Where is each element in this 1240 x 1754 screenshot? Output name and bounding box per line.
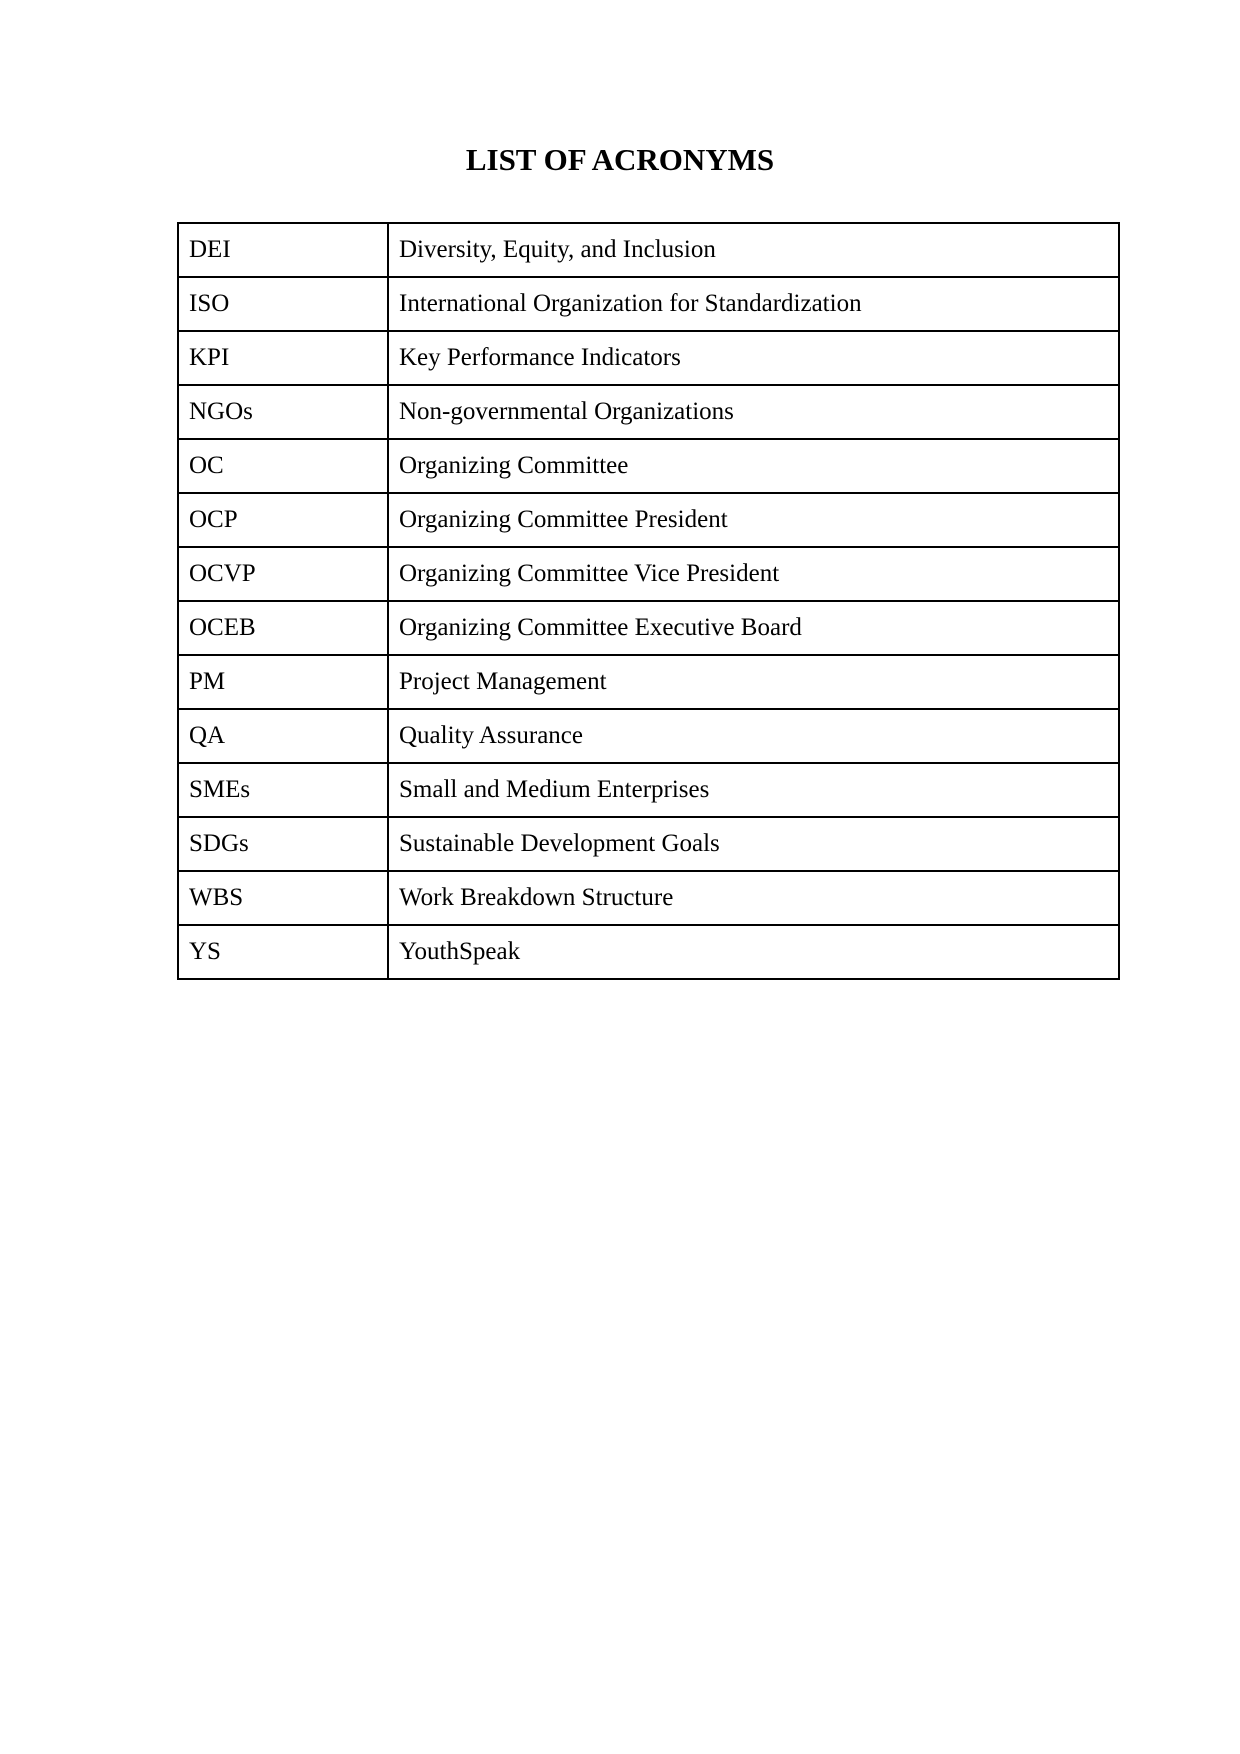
table-row xyxy=(178,277,1119,331)
table-row xyxy=(178,601,1119,655)
definition-cell: Work Breakdown Structure xyxy=(388,871,1119,925)
acronym-cell: QA xyxy=(178,709,388,763)
acronym-cell: NGOs xyxy=(178,385,388,439)
acronym-cell: DEI xyxy=(178,223,388,277)
table-row xyxy=(178,331,1119,385)
definition-cell: Organizing Committee Vice President xyxy=(388,547,1119,601)
definition-cell: International Organization for Standardization xyxy=(388,277,1119,331)
table-row xyxy=(178,817,1119,871)
acronym-cell: WBS xyxy=(178,871,388,925)
table-row xyxy=(178,925,1119,979)
acronym-table xyxy=(177,222,1120,980)
definition-cell: Small and Medium Enterprises xyxy=(388,763,1119,817)
acronym-cell: ISO xyxy=(178,277,388,331)
acronym-cell: OCVP xyxy=(178,547,388,601)
definition-cell: Key Performance Indicators xyxy=(388,331,1119,385)
table-row xyxy=(178,655,1119,709)
definition-cell: Project Management xyxy=(388,655,1119,709)
definition-cell: Quality Assurance xyxy=(388,709,1119,763)
definition-cell: Organizing Committee President xyxy=(388,493,1119,547)
definition-cell: Organizing Committee xyxy=(388,439,1119,493)
acronym-cell: KPI xyxy=(178,331,388,385)
table-row xyxy=(178,763,1119,817)
acronym-cell: YS xyxy=(178,925,388,979)
table-row xyxy=(178,547,1119,601)
table-row xyxy=(178,223,1119,277)
acronym-cell: PM xyxy=(178,655,388,709)
table-row xyxy=(178,385,1119,439)
acronym-cell: OCP xyxy=(178,493,388,547)
definition-cell: Sustainable Development Goals xyxy=(388,817,1119,871)
table-row xyxy=(178,439,1119,493)
acronym-table-body xyxy=(178,223,1119,979)
table-row xyxy=(178,493,1119,547)
definition-cell: Organizing Committee Executive Board xyxy=(388,601,1119,655)
definition-cell: Non-governmental Organizations xyxy=(388,385,1119,439)
acronym-cell: OC xyxy=(178,439,388,493)
acronym-cell: SDGs xyxy=(178,817,388,871)
definition-cell: Diversity, Equity, and Inclusion xyxy=(388,223,1119,277)
table-row xyxy=(178,709,1119,763)
page-title: LIST OF ACRONYMS xyxy=(465,142,775,177)
definition-cell: YouthSpeak xyxy=(388,925,1119,979)
acronym-cell: OCEB xyxy=(178,601,388,655)
table-row xyxy=(178,871,1119,925)
acronym-cell: SMEs xyxy=(178,763,388,817)
